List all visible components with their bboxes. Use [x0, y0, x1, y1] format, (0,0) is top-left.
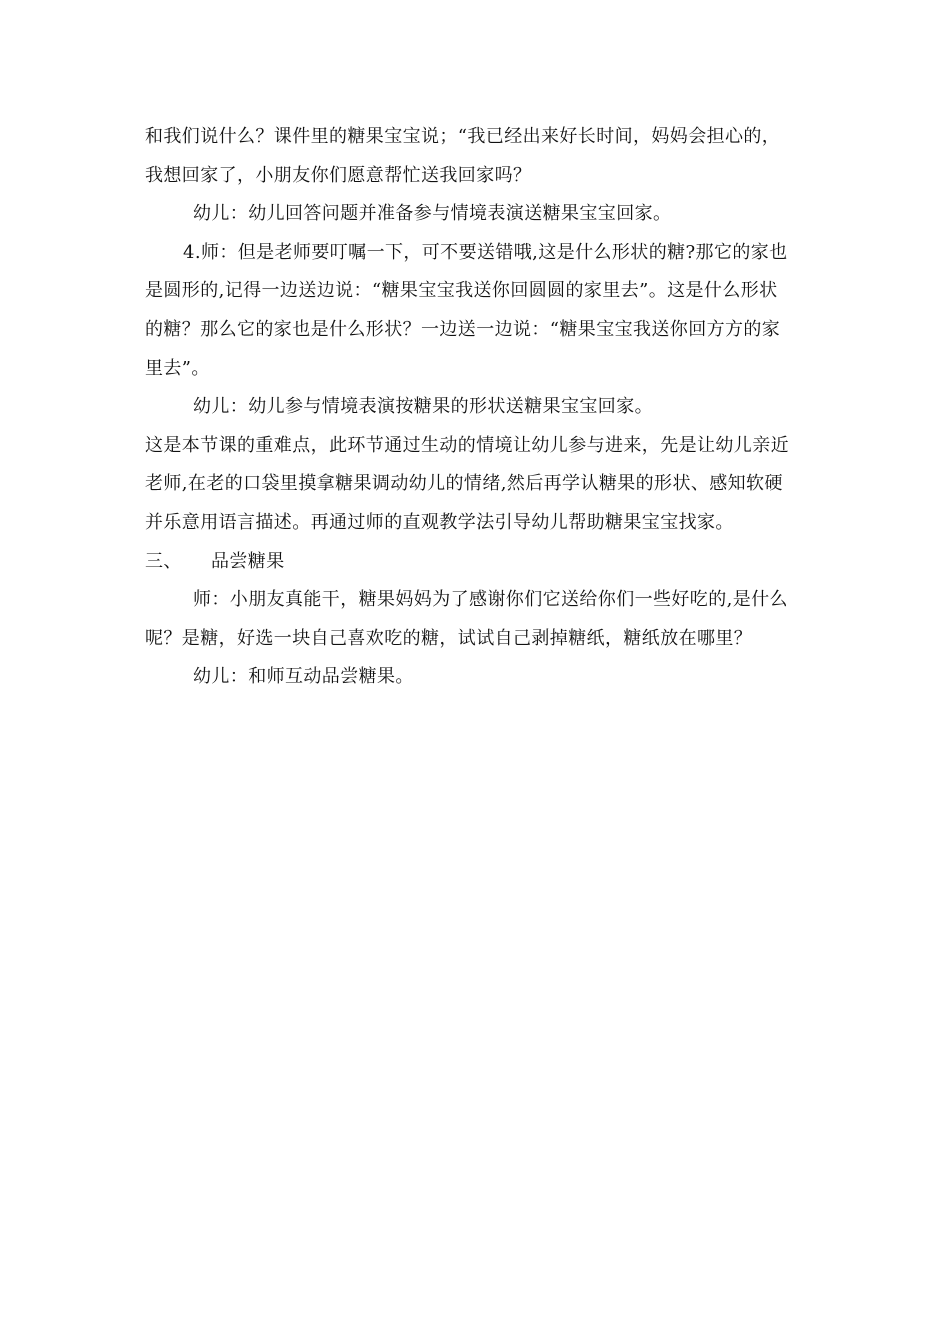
paragraph-line: 幼儿：和师互动品尝糖果。 [193, 666, 414, 688]
paragraph-line: 4.师：但是老师要叮嘱一下，可不要送错哦,这是什么形状的糖?那它的家也 [183, 241, 788, 263]
section-number: 三、 [145, 550, 182, 572]
document-body [145, 118, 807, 697]
section-title: 品尝糖果 [211, 550, 285, 572]
paragraph-line: 老师,在老的口袋里摸拿糖果调动幼儿的情绪,然后再学认糖果的形状、感知软硬 [145, 473, 783, 495]
paragraph-line: 里去”。 [145, 357, 210, 379]
paragraph-line: 这是本节课的重难点，此环节通过生动的情境让幼儿参与进来，先是让幼儿亲近 [145, 434, 789, 456]
section-heading [145, 543, 807, 582]
paragraph-line: 师：小朋友真能干，糖果妈妈为了感谢你们它送给你们一些好吃的,是什么 [193, 589, 788, 611]
paragraph-line: 和我们说什么？课件里的糖果宝宝说；“我已经出来好长时间，妈妈会担心的， [145, 126, 781, 147]
paragraph-line: 的糖？那么它的家也是什么形状？一边送一边说：“糖果宝宝我送你回方方的家 [145, 318, 781, 340]
paragraph-line: 我想回家了，小朋友你们愿意帮忙送我回家吗？ [145, 164, 532, 186]
paragraph-line: 是圆形的,记得一边送边说：“糖果宝宝我送你回圆圆的家里去”。这是什么形状 [145, 280, 778, 302]
paragraph-line: 幼儿：幼儿参与情境表演按糖果的形状送糖果宝宝回家。 [193, 396, 653, 418]
paragraph-line: 并乐意用语言描述。再通过师的直观教学法引导幼儿帮助糖果宝宝找家。 [145, 511, 734, 533]
paragraph-line: 幼儿：幼儿回答问题并准备参与情境表演送糖果宝宝回家。 [193, 203, 672, 225]
paragraph-line: 呢？是糖，好选一块自己喜欢吃的糖，试试自己剥掉糖纸，糖纸放在哪里？ [145, 627, 753, 649]
